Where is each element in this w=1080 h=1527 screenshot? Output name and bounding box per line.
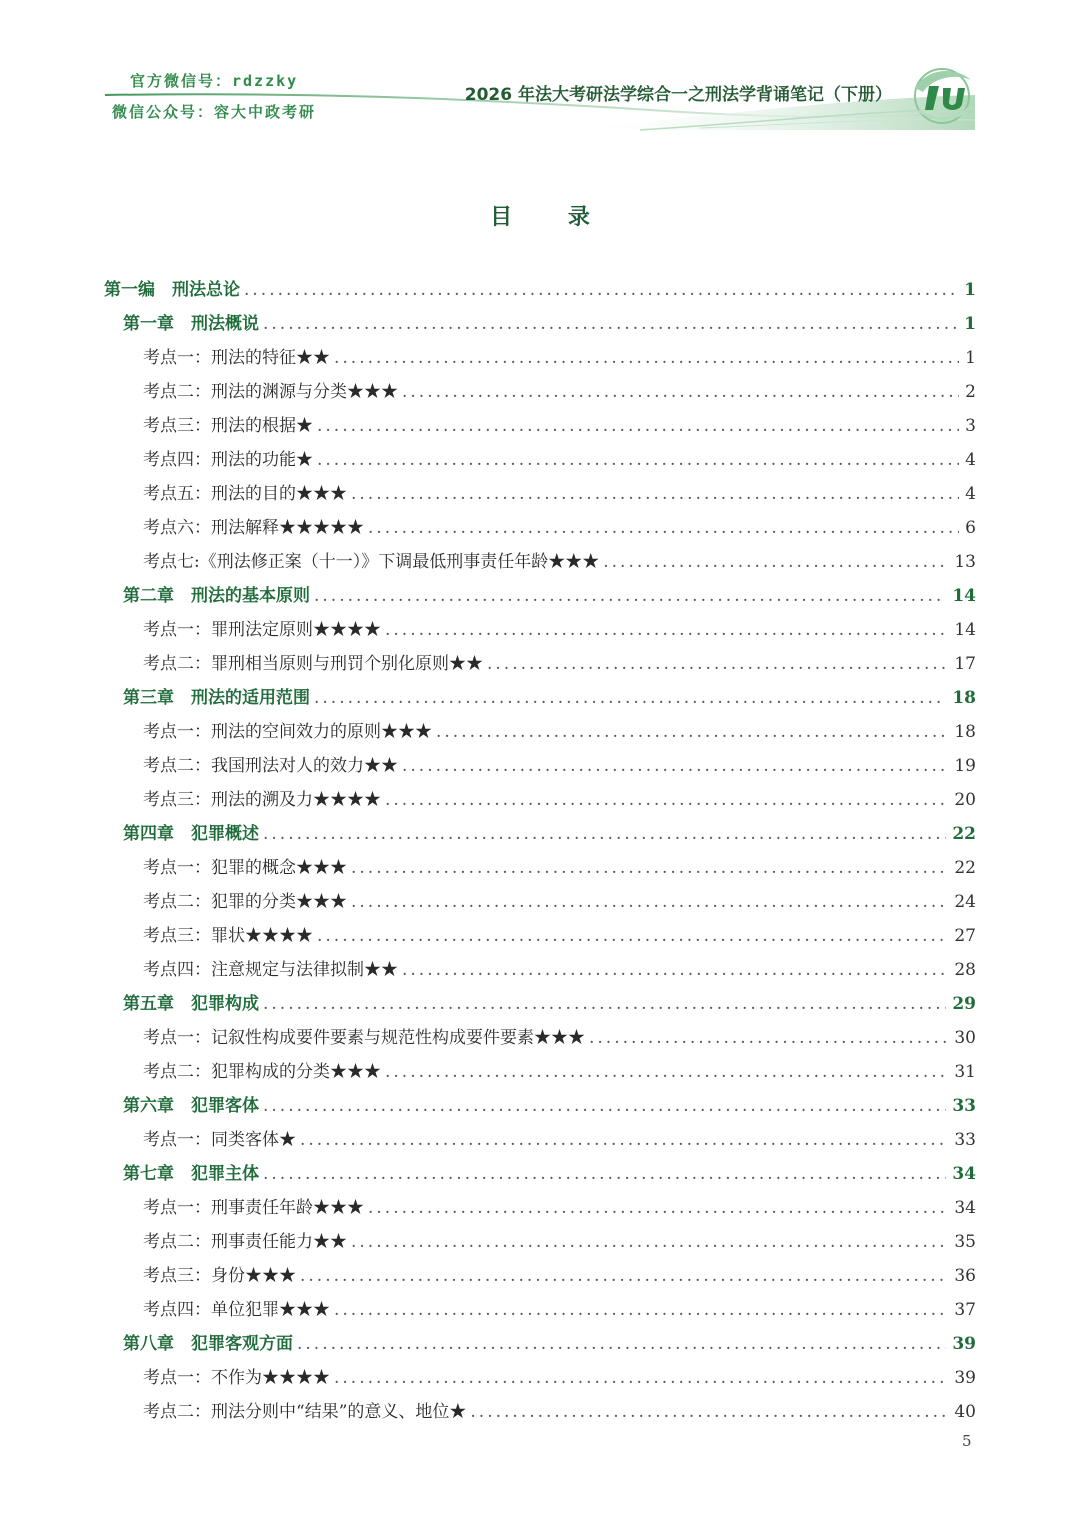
toc-entry-point[interactable]: [143, 1123, 976, 1157]
dot-leader: [317, 443, 959, 477]
toc-entry-chapter[interactable]: [123, 681, 976, 715]
toc-entry-page: 14: [954, 620, 976, 640]
toc-entry-label: 考点一：同类客体★: [143, 1130, 296, 1150]
dot-leader: [487, 647, 948, 681]
toc-entry-label: 第五章 犯罪构成: [123, 994, 259, 1014]
toc-entry-point[interactable]: [143, 477, 976, 511]
dot-leader: [317, 919, 948, 953]
toc-entry-label: 考点二：刑事责任能力★★: [143, 1232, 347, 1252]
toc-entry-point[interactable]: [143, 341, 976, 375]
dot-leader: [351, 885, 948, 919]
dot-leader: [470, 1395, 948, 1429]
dot-leader: [402, 953, 948, 987]
toc-entry-page: 34: [952, 1164, 976, 1184]
toc-entry-label: 考点一：罪刑法定原则★★★★: [143, 620, 381, 640]
toc-entry-label: 考点二：我国刑法对人的效力★★: [143, 756, 398, 776]
toc-entry-point[interactable]: [143, 1055, 976, 1089]
toc-entry-label: 考点四：单位犯罪★★★: [143, 1300, 330, 1320]
toc-entry-page: 39: [954, 1368, 976, 1388]
toc-entry-label: 考点三：罪状★★★★: [143, 926, 313, 946]
toc-entry-label: 考点五：刑法的目的★★★: [143, 484, 347, 504]
toc-entry-label: 第七章 犯罪主体: [123, 1164, 259, 1184]
toc-entry-label: 考点一：记叙性构成要件要素与规范性构成要件要素★★★: [143, 1028, 585, 1048]
toc-entry-page: 33: [954, 1130, 976, 1150]
toc-entry-label: 第二章 刑法的基本原则: [123, 586, 310, 606]
toc-entry-label: 第六章 犯罪客体: [123, 1096, 259, 1116]
toc-entry-point[interactable]: [143, 919, 976, 953]
toc-entry-page: 33: [952, 1096, 976, 1116]
toc-entry-page: 14: [952, 586, 976, 606]
toc-entry-page: 6: [965, 518, 976, 538]
toc-entry-page: 1: [964, 314, 976, 334]
toc-entry-page: 24: [954, 892, 976, 912]
toc-entry-chapter[interactable]: [123, 987, 976, 1021]
dot-leader: [314, 579, 946, 613]
dot-leader: [317, 409, 959, 443]
toc-entry-label: 考点一：刑法的特征★★: [143, 348, 330, 368]
toc-entry-label: 考点四：注意规定与法律拟制★★: [143, 960, 398, 980]
dot-leader: [300, 1123, 948, 1157]
dot-leader: [297, 1327, 946, 1361]
dot-leader: [263, 1089, 946, 1123]
toc-entry-page: 22: [954, 858, 976, 878]
dot-leader: [436, 715, 948, 749]
toc-entry-page: 17: [954, 654, 976, 674]
toc-entry-point[interactable]: [143, 953, 976, 987]
rd-wave-logo-icon: [905, 58, 980, 133]
toc-entry-point[interactable]: [143, 1293, 976, 1327]
toc-entry-page: 1: [965, 348, 976, 368]
dot-leader: [368, 1191, 948, 1225]
dot-leader: [334, 1361, 948, 1395]
dot-leader: [263, 1157, 946, 1191]
dot-leader: [385, 783, 948, 817]
toc-entry-page: 35: [954, 1232, 976, 1252]
dot-leader: [351, 1225, 948, 1259]
toc-entry-point[interactable]: [143, 375, 976, 409]
dot-leader: [402, 375, 959, 409]
toc-entry-point[interactable]: [143, 749, 976, 783]
toc-entry-point[interactable]: [143, 1191, 976, 1225]
toc-entry-label: 考点一：刑法的空间效力的原则★★★: [143, 722, 432, 742]
toc-entry-point[interactable]: [143, 545, 976, 579]
toc-entry-label: 第四章 犯罪概述: [123, 824, 259, 844]
toc-entry-page: 40: [954, 1402, 976, 1422]
toc-entry-label: 考点二：犯罪的分类★★★: [143, 892, 347, 912]
toc-entry-chapter[interactable]: [123, 579, 976, 613]
dot-leader: [334, 1293, 948, 1327]
toc-entry-chapter[interactable]: [123, 817, 976, 851]
toc-entry-chapter[interactable]: [123, 307, 976, 341]
toc-entry-page: 4: [965, 484, 976, 504]
toc-entry-point[interactable]: [143, 1395, 976, 1429]
toc-entry-page: 20: [954, 790, 976, 810]
dot-leader: [368, 511, 959, 545]
dot-leader: [385, 1055, 948, 1089]
toc-entry-label: 考点二：刑法分则中“结果”的意义、地位★: [143, 1402, 467, 1422]
toc-entry-point[interactable]: [143, 715, 976, 749]
dot-leader: [263, 817, 946, 851]
dot-leader: [314, 681, 946, 715]
toc-entry-point[interactable]: [143, 1021, 976, 1055]
toc-entry-page: 18: [954, 722, 976, 742]
toc-entry-label: 考点一：不作为★★★★: [143, 1368, 330, 1388]
toc-entry-label: 第一章 刑法概说: [123, 314, 259, 334]
toc-entry-point[interactable]: [143, 1361, 976, 1395]
toc-entry-label: 考点三：身份★★★: [143, 1266, 296, 1286]
toc-entry-label: 考点二：罪刑相当原则与刑罚个别化原则★★: [143, 654, 483, 674]
dot-leader: [402, 749, 948, 783]
toc-entry-page: 1: [964, 280, 976, 300]
dot-leader: [300, 1259, 948, 1293]
document-title: 2026 年法大考研法学综合一之刑法学背诵笔记（下册）: [464, 85, 892, 105]
toc-entry-point[interactable]: [143, 613, 976, 647]
toc-entry-point[interactable]: [143, 409, 976, 443]
dot-leader: [351, 851, 948, 885]
dot-leader: [334, 341, 959, 375]
toc-entry-page: 34: [954, 1198, 976, 1218]
dot-leader: [351, 477, 959, 511]
toc-entry-page: 30: [954, 1028, 976, 1048]
toc-entry-point[interactable]: [143, 783, 976, 817]
toc-entry-page: 36: [954, 1266, 976, 1286]
toc-entry-point[interactable]: [143, 885, 976, 919]
toc-entry-label: 第八章 犯罪客观方面: [123, 1334, 293, 1354]
toc-entry-label: 考点二：刑法的渊源与分类★★★: [143, 382, 398, 402]
page-number: 5: [962, 1432, 972, 1450]
toc-entry-page: 28: [954, 960, 976, 980]
dot-leader: [263, 987, 946, 1021]
toc-entry-label: 考点六：刑法解释★★★★★: [143, 518, 364, 538]
toc-entry-page: 37: [954, 1300, 976, 1320]
toc-entry-label: 考点三：刑法的根据★: [143, 416, 313, 436]
toc-entry-page: 22: [952, 824, 976, 844]
toc-entry-page: 3: [965, 416, 976, 436]
toc-entry-page: 19: [954, 756, 976, 776]
toc-entry-label: 考点四：刑法的功能★: [143, 450, 313, 470]
toc-entry-point[interactable]: [143, 851, 976, 885]
page-header: [0, 0, 1080, 150]
toc-entry-page: 31: [954, 1062, 976, 1082]
toc-entry-label: 考点一：犯罪的概念★★★: [143, 858, 347, 878]
toc-entry-label: 考点二：犯罪构成的分类★★★: [143, 1062, 381, 1082]
toc-entry-page: 2: [965, 382, 976, 402]
dot-leader: [589, 1021, 948, 1055]
toc-entry-page: 27: [954, 926, 976, 946]
toc-entry-point[interactable]: [143, 1225, 976, 1259]
dot-leader: [244, 273, 958, 307]
toc-entry-page: 4: [965, 450, 976, 470]
dot-leader: [263, 307, 958, 341]
toc-entry-chapter[interactable]: [123, 1157, 976, 1191]
toc-entry-point[interactable]: [143, 647, 976, 681]
toc-entry-page: 39: [952, 1334, 976, 1354]
dot-leader: [385, 613, 948, 647]
toc-title: 目 录: [490, 204, 614, 230]
toc-entry-part[interactable]: [104, 273, 976, 307]
toc-entry-label: 第三章 刑法的适用范围: [123, 688, 310, 708]
toc-entry-point[interactable]: [143, 1259, 976, 1293]
official-account: 微信公众号：容大中政考研: [112, 103, 317, 121]
wechat-id: 官方微信号：rdzzky: [130, 72, 299, 90]
toc-entry-label: 考点一：刑事责任年龄★★★: [143, 1198, 364, 1218]
toc-entry-page: 29: [952, 994, 976, 1014]
toc-entry-label: 考点三：刑法的溯及力★★★★: [143, 790, 381, 810]
toc-entry-page: 18: [952, 688, 976, 708]
toc-entry-page: 13: [954, 552, 976, 572]
toc-entry-chapter[interactable]: [123, 1089, 976, 1123]
toc-entry-point[interactable]: [143, 511, 976, 545]
toc-entry-point[interactable]: [143, 443, 976, 477]
toc-entry-label: 第一编 刑法总论: [104, 280, 240, 300]
toc-entry-chapter[interactable]: [123, 1327, 976, 1361]
toc-entry-label: 考点七:《刑法修正案（十一）》下调最低刑事责任年龄★★★: [143, 552, 600, 572]
dot-leader: [603, 545, 948, 579]
